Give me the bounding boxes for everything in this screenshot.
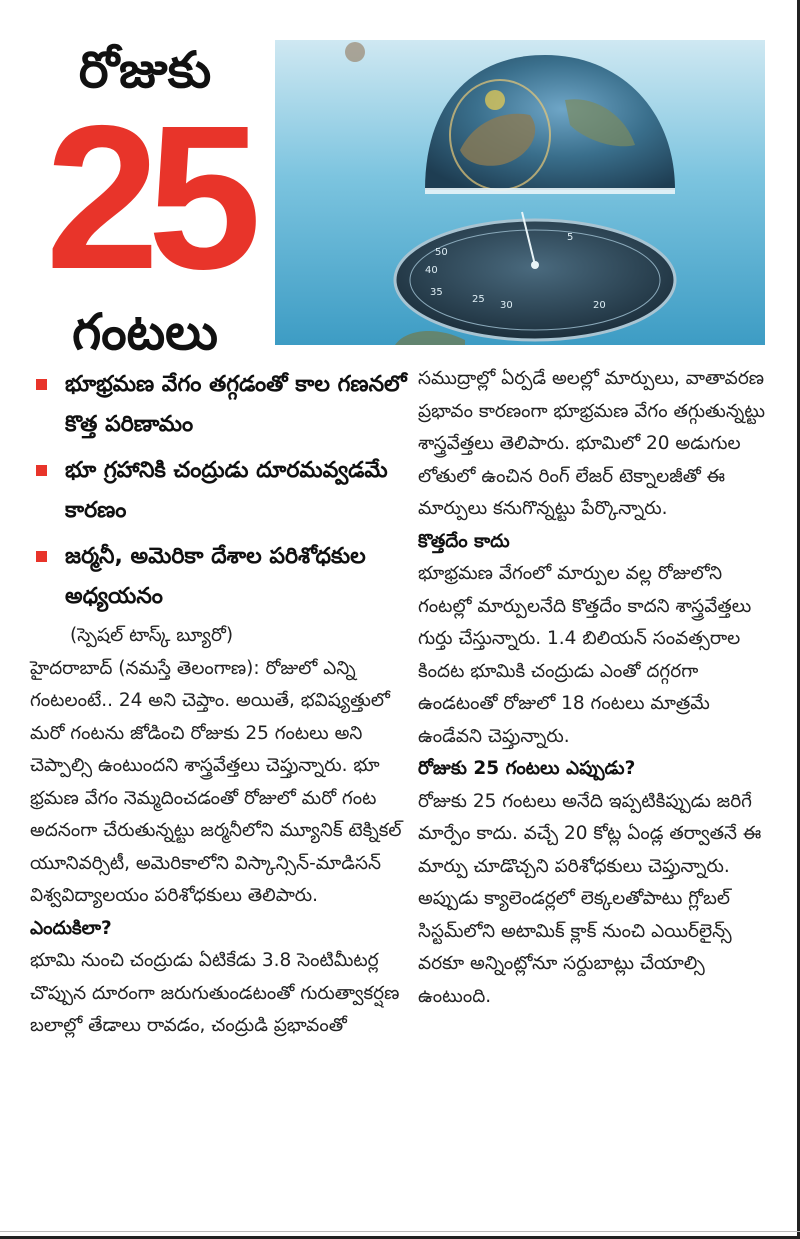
dial-number: 35 — [430, 287, 443, 298]
headline-number: 25 — [45, 83, 250, 312]
square-bullet-icon — [36, 465, 47, 476]
paragraph: భూభ్రమణ వేగంలో మార్పుల వల్ల రోజులోని గంటల్లో మార్పులనేది కొత్తదేం కాదని శాస్త్రవేత్తలు గుర్తు చేస్తున్నారు. 1.4 బిలియన్ సంవత్సరాల కిందట భూమికి చంద్రుడు ఎంతో దగ్గరగా ఉండటంతో రోజులో 18 గంటలు మాత్రమే ఉండేవని చెప్తున్నారు. — [418, 563, 752, 747]
bullet-text: భూ గ్రహానికి చంద్రుడు దూరమవ్వడమే కారణం — [65, 458, 388, 523]
dial-number: 25 — [472, 294, 485, 305]
earth-stopwatch-illustration — [275, 40, 765, 345]
square-bullet-icon — [36, 551, 47, 562]
dial-number: 20 — [593, 300, 606, 311]
dial-number: 30 — [500, 300, 513, 311]
bullet-text: భూభ్రమణ వేగం తగ్గడంతో కాల గణనలో కొత్త పరిణామం — [65, 372, 407, 437]
square-bullet-icon — [36, 379, 47, 390]
article-column-left — [30, 620, 410, 1043]
paragraph: హైదరాబాద్ (నమస్తే తెలంగాణ): రోజులో ఎన్ని గంటలంటే.. 24 అని చెప్తాం. అయితే, భవిష్యత్తులో మరో గంటను జోడించి రోజుకు 25 గంటలు అని చెప్పాల్సి ఉంటుందని శాస్త్రవేత్తలు చెప్తున్నారు. భూ భ్రమణ వేగం నెమ్మదించడంతో రోజులో మరో గంట అదనంగా చేరుతున్నట్టు జర్మనీలోని మ్యూనిక్ టెక్నికల్ యూనివర్సిటీ, అమెరికాలోని విస్కాన్సిన్-మాడిసన్ విశ్వవిద్యాలయం పరిశోధకులు తెలిపారు. — [30, 657, 402, 906]
byline: (స్పెషల్ టాస్క్ బ్యూరో) — [70, 625, 234, 646]
dial-number: 5 — [567, 232, 574, 243]
subheading: ఎందుకిలా? — [30, 917, 112, 939]
paragraph: రోజుకు 25 గంటలు అనేది ఇప్పటికిప్పుడు జరిగే మార్పేం కాదు. వచ్చే 20 కోట్ల ఏండ్ల తర్వాతనే ఈ మార్పు చూడొచ్చని పరిశోధకులు చెప్తున్నారు. అప్పుడు క్యాలెండర్లలో లెక్కలతోపాటు గ్లోబల్ సిస్టమ్‌లోని అటామిక్ క్లాక్ నుంచి ఎయిర్‌లైన్స్ వరకూ అన్నింట్లోనూ సర్దుబాట్లు చేయాల్సి ఉంటుంది. — [418, 790, 762, 1007]
bullet-text: జర్మనీ, అమెరికా దేశాల పరిశోధకుల అధ్యయనం — [65, 544, 366, 609]
bottom-rule — [0, 1231, 800, 1232]
bullet-list — [30, 365, 410, 623]
paragraph: భూమి నుంచి చంద్రుడు ఏటికేడు 3.8 సెంటిమీటర్ల చొప్పున దూరంగా జరుగుతుండటంతో గురుత్వాకర్షణ బలాల్లో తేడాలు రావడం, చంద్రుడి ప్రభావంతో — [30, 950, 400, 1036]
subheading: కొత్తదేం కాదు — [418, 530, 510, 552]
headline — [20, 40, 270, 360]
subheading: రోజుకు 25 గంటలు ఎప్పుడు? — [418, 758, 636, 779]
bullet-item — [30, 451, 410, 531]
dial-number: 40 — [425, 265, 438, 276]
paragraph: సముద్రాల్లో ఏర్పడే అలల్లో మార్పులు, వాతావరణ ప్రభావం కారణంగా భూభ్రమణ వేగం తగ్గుతున్నట్టు శాస్త్రవేత్తలు తెలిపారు. భూమిలో 20 అడుగుల లోతులో ఉంచిన రింగ్ లేజర్ టెక్నాలజీతో ఈ మార్పులు కనుగొన్నట్టు పేర్కొన్నారు. — [418, 368, 765, 519]
earth-stopwatch-photo — [275, 40, 765, 345]
headline-top: రోజుకు — [78, 41, 212, 99]
headline-bottom: గంటలు — [72, 303, 218, 361]
bullet-item — [30, 537, 410, 617]
article-column-right — [418, 363, 773, 1013]
dial-number: 50 — [435, 247, 448, 258]
bullet-item — [30, 365, 410, 445]
